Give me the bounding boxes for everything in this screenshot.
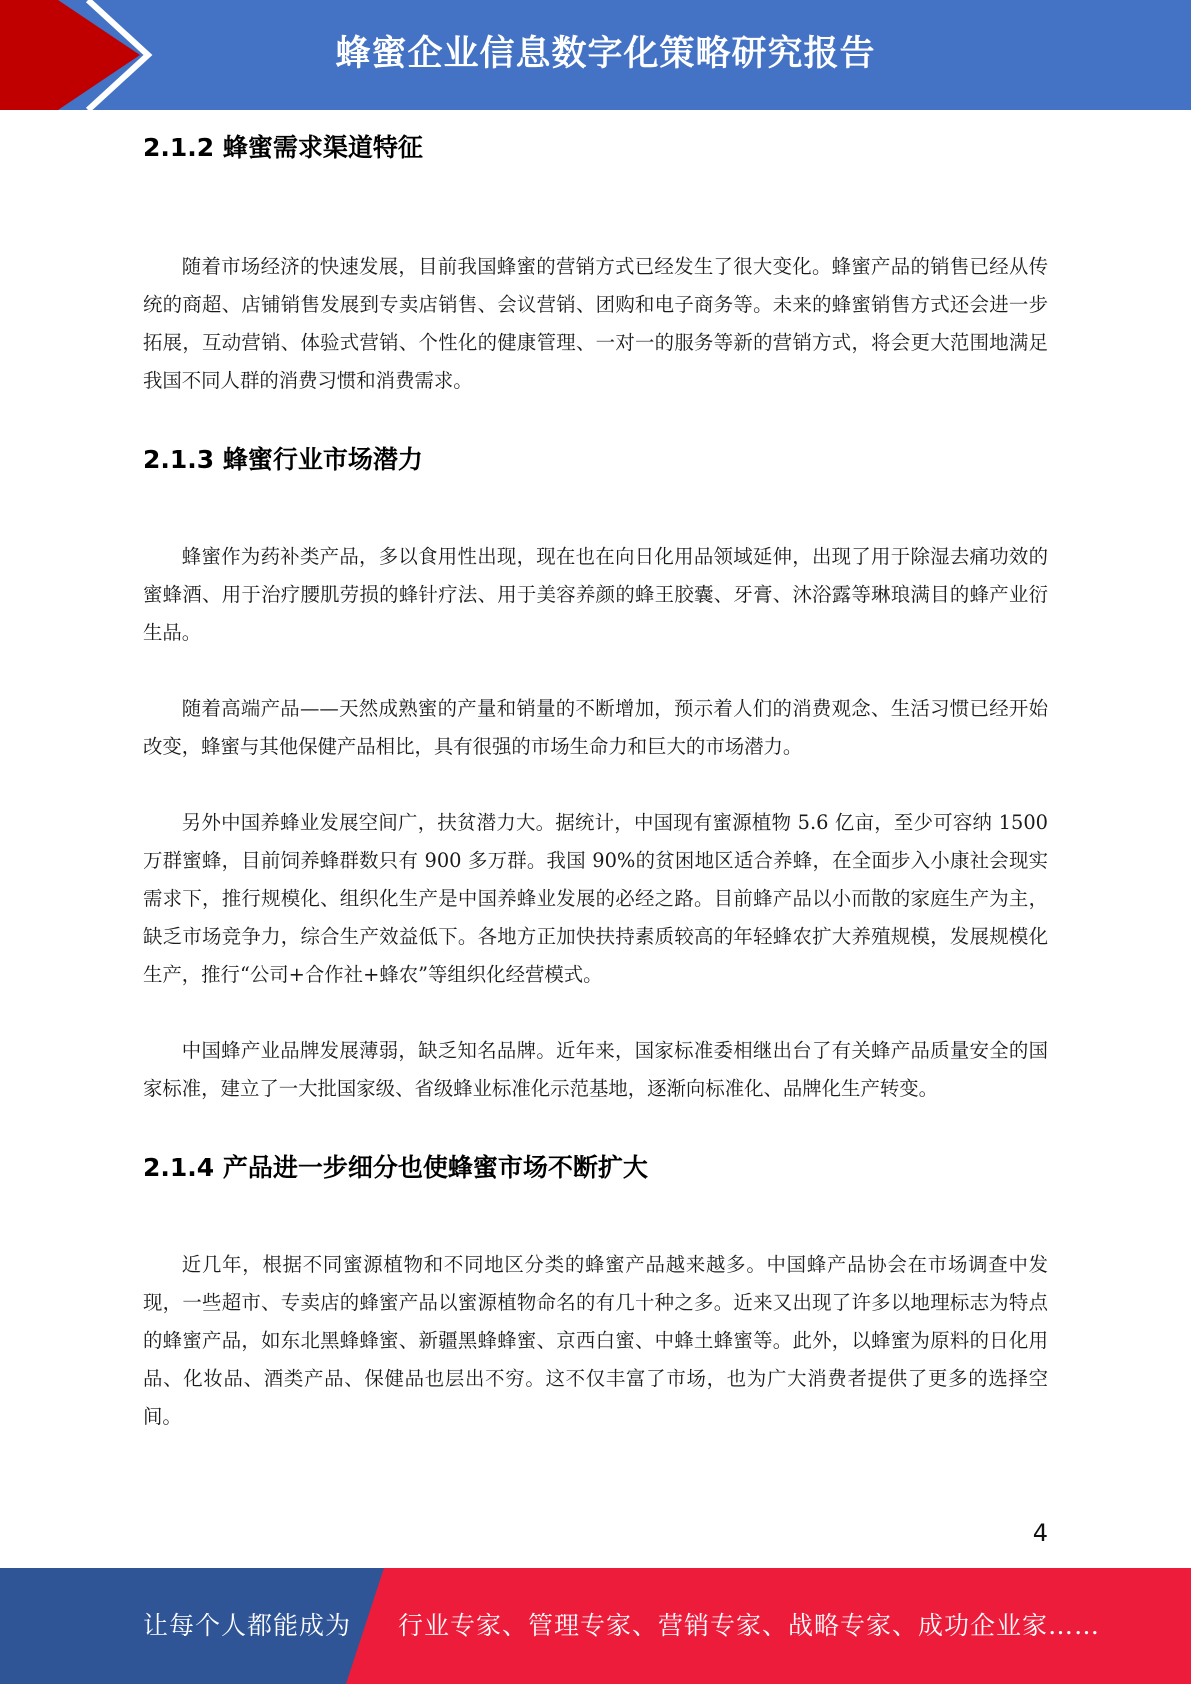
section-heading-2-1-2: 2.1.2 蜂蜜需求渠道特征 bbox=[143, 133, 423, 162]
paragraph: 另外中国养蜂业发展空间广，扶贫潜力大。据统计，中国现有蜜源植物 5.6 亿亩，至少可容纳 1500 万群蜜蜂，目前饲养蜂群数只有 900 多万群。我国 90%的贫困地区适合养蜂，在全面步入小康社会现实需求下，推行规模化、组织化生产是中国养蜂业发展的必经之路。目前蜂产品以小而散的家庭生产为主，缺乏市场竞争力，综合生产效益低下。各地方正加快扶持素质较高的年轻蜂农扩大养殖规模，发展规模化生产，推行“公司+合作社+蜂农”等组织化经营模式。 bbox=[143, 811, 1048, 986]
footer-slogan-left: 让每个人都能成为 bbox=[143, 1611, 352, 1640]
section-heading-2-1-3: 2.1.3 蜂蜜行业市场潜力 bbox=[143, 445, 423, 474]
main-content bbox=[143, 128, 1048, 1436]
page-footer bbox=[0, 1568, 1191, 1684]
footer-slogan-right: 行业专家、管理专家、营销专家、战略专家、成功企业家…… bbox=[398, 1611, 1101, 1640]
paragraph: 随着高端产品——天然成熟蜜的产量和销量的不断增加，预示着人们的消费观念、生活习惯已经开始改变，蜂蜜与其他保健产品相比，具有很强的市场生命力和巨大的市场潜力。 bbox=[143, 697, 1048, 758]
page-header bbox=[0, 0, 1191, 110]
paragraph: 中国蜂产业品牌发展薄弱，缺乏知名品牌。近年来，国家标准委相继出台了有关蜂产品质量安全的国家标准，建立了一大批国家级、省级蜂业标准化示范基地，逐渐向标准化、品牌化生产转变。 bbox=[143, 1039, 1048, 1100]
section-heading-2-1-4: 2.1.4 产品进一步细分也使蜂蜜市场不断扩大 bbox=[143, 1153, 648, 1182]
paragraph: 近几年，根据不同蜜源植物和不同地区分类的蜂蜜产品越来越多。中国蜂产品协会在市场调查中发现，一些超市、专卖店的蜂蜜产品以蜜源植物命名的有几十种之多。近来又出现了许多以地理标志为特点的蜂蜜产品，如东北黑蜂蜂蜜、新疆黑蜂蜂蜜、京西白蜜、中蜂土蜂蜜等。此外，以蜂蜜为原料的日化用品、化妆品、酒类产品、保健品也层出不穷。这不仅丰富了市场，也为广大消费者提供了更多的选择空间。 bbox=[143, 1253, 1048, 1428]
paragraph: 随着市场经济的快速发展，目前我国蜂蜜的营销方式已经发生了很大变化。蜂蜜产品的销售已经从传统的商超、店铺销售发展到专卖店销售、会议营销、团购和电子商务等。未来的蜂蜜销售方式还会进一步拓展，互动营销、体验式营销、个性化的健康管理、一对一的服务等新的营销方式，将会更大范围地满足我国不同人群的消费习惯和消费需求。 bbox=[143, 255, 1048, 392]
paragraph: 蜂蜜作为药补类产品，多以食用性出现，现在也在向日化用品领域延伸，出现了用于除湿去痛功效的蜜蜂酒、用于治疗腰肌劳损的蜂针疗法、用于美容养颜的蜂王胶囊、牙膏、沐浴露等琳琅满目的蜂产业衍生品。 bbox=[143, 545, 1048, 644]
report-title: 蜂蜜企业信息数字化策略研究报告 bbox=[335, 34, 876, 74]
page-number: 4 bbox=[1032, 1519, 1048, 1547]
